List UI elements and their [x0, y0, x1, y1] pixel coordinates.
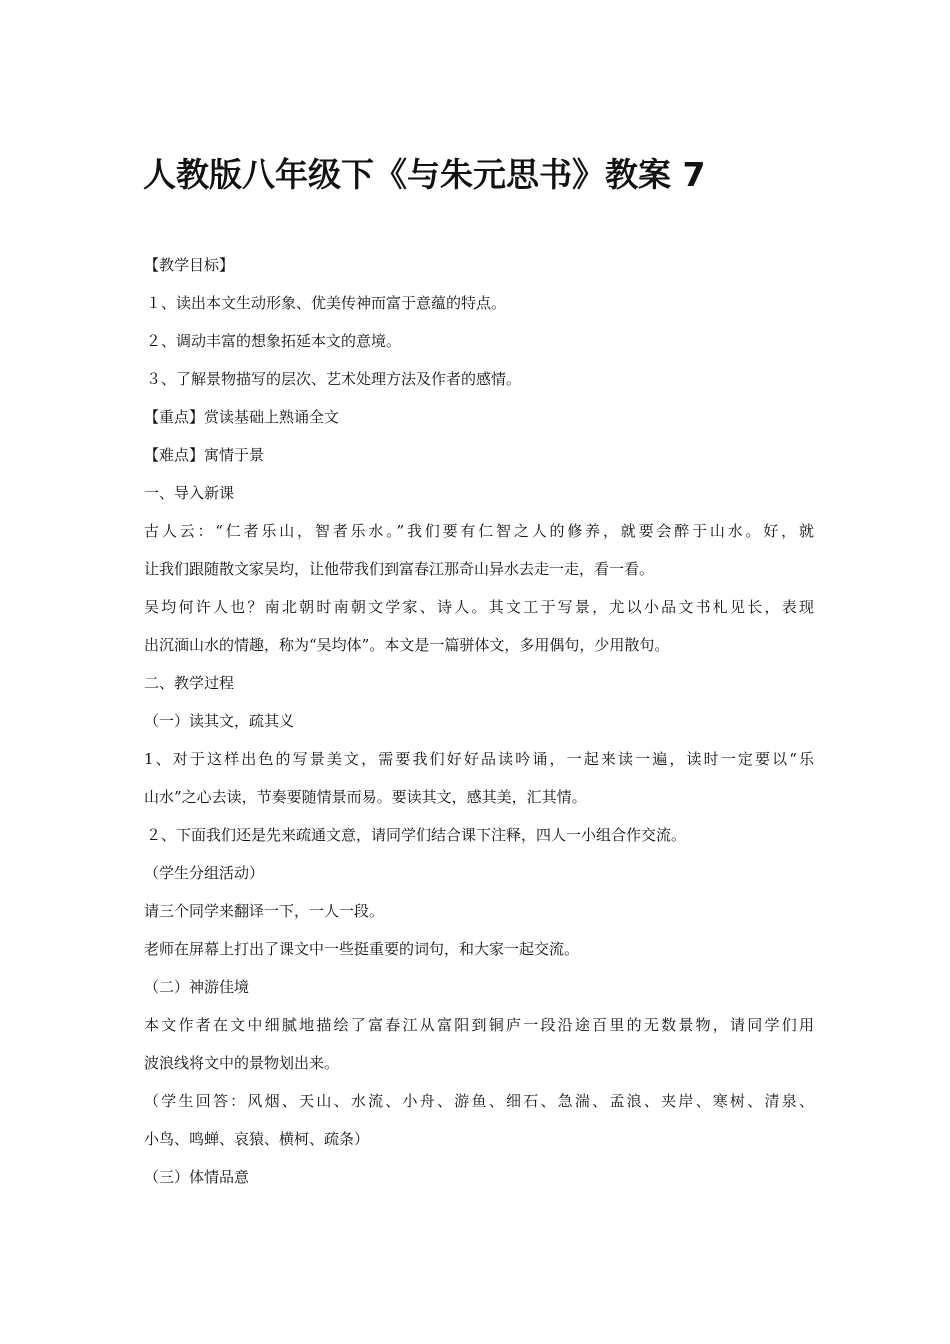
paragraph-line: 让我们跟随散文家吴均，让他带我们到富春江那奇山异水去走一走，看一看。: [144, 560, 655, 578]
paragraph-line: （学生分组活动）: [144, 864, 265, 882]
paragraph-line: 老师在屏幕上打出了课文中一些挺重要的词句，和大家一起交流。: [144, 940, 580, 958]
subsection-heading: （三）体情品意: [144, 1168, 250, 1186]
subsection-heading: （一）读其文，疏其义: [144, 712, 295, 730]
paragraph-line: 波浪线将文中的景物划出来。: [144, 1054, 340, 1072]
document-body: [144, 246, 814, 1196]
paragraph-line: ２、下面我们还是先来疏通文意，请同学们结合课下注释，四人一小组合作交流。: [146, 826, 687, 844]
goal-item-1: １、读出本文生动形象、优美传神而富于意蕴的特点。: [146, 294, 507, 312]
paragraph-line: （学生回答：风烟、天山、水流、小舟、游鱼、细石、急湍、孟浪、夹岸、寒树、清泉、: [144, 1092, 814, 1110]
paragraph-line: 小鸟、鸣蝉、哀猿、横柯、疏条）: [144, 1130, 370, 1148]
paragraph-line: 出沉湎山水的情趣，称为“吴均体”。本文是一篇骈体文，多用偶句，少用散句。: [144, 636, 670, 654]
difficult-point: 【难点】寓情于景: [144, 446, 265, 464]
goal-item-2: ２、调动丰富的想象拓延本文的意境。: [146, 332, 402, 350]
document-title: 人教版八年级下《与朱元思书》教案 7: [143, 155, 706, 194]
section-heading-process: 二、教学过程: [144, 674, 235, 692]
paragraph-line: 吴均何许人也？南北朝时南朝文学家、诗人。其文工于写景，尤以小品文书札见长，表现: [144, 598, 814, 616]
paragraph-line: 本文作者在文中细腻地描绘了富春江从富阳到铜庐一段沿途百里的无数景物，请同学们用: [144, 1016, 814, 1034]
section-heading-intro: 一、导入新课: [144, 484, 235, 502]
paragraph-line: 古人云：“仁者乐山，智者乐水。”我们要有仁智之人的修养，就要会醉于山水。好，就: [144, 522, 814, 540]
heading-teaching-goals: 【教学目标】: [144, 256, 235, 274]
paragraph-line: 1、对于这样出色的写景美文，需要我们好好品读吟诵，一起来读一遍，读时一定要以“乐: [144, 750, 814, 768]
paragraph-line: 请三个同学来翻译一下，一人一段。: [144, 902, 385, 920]
key-point: 【重点】赏读基础上熟诵全文: [144, 408, 340, 426]
subsection-heading: （二）神游佳境: [144, 978, 250, 996]
paragraph-line: 山水”之心去读，节奏要随情景而易。要读其文，感其美，汇其情。: [144, 788, 587, 806]
goal-item-3: ３、了解景物描写的层次、艺术处理方法及作者的感情。: [146, 370, 522, 388]
